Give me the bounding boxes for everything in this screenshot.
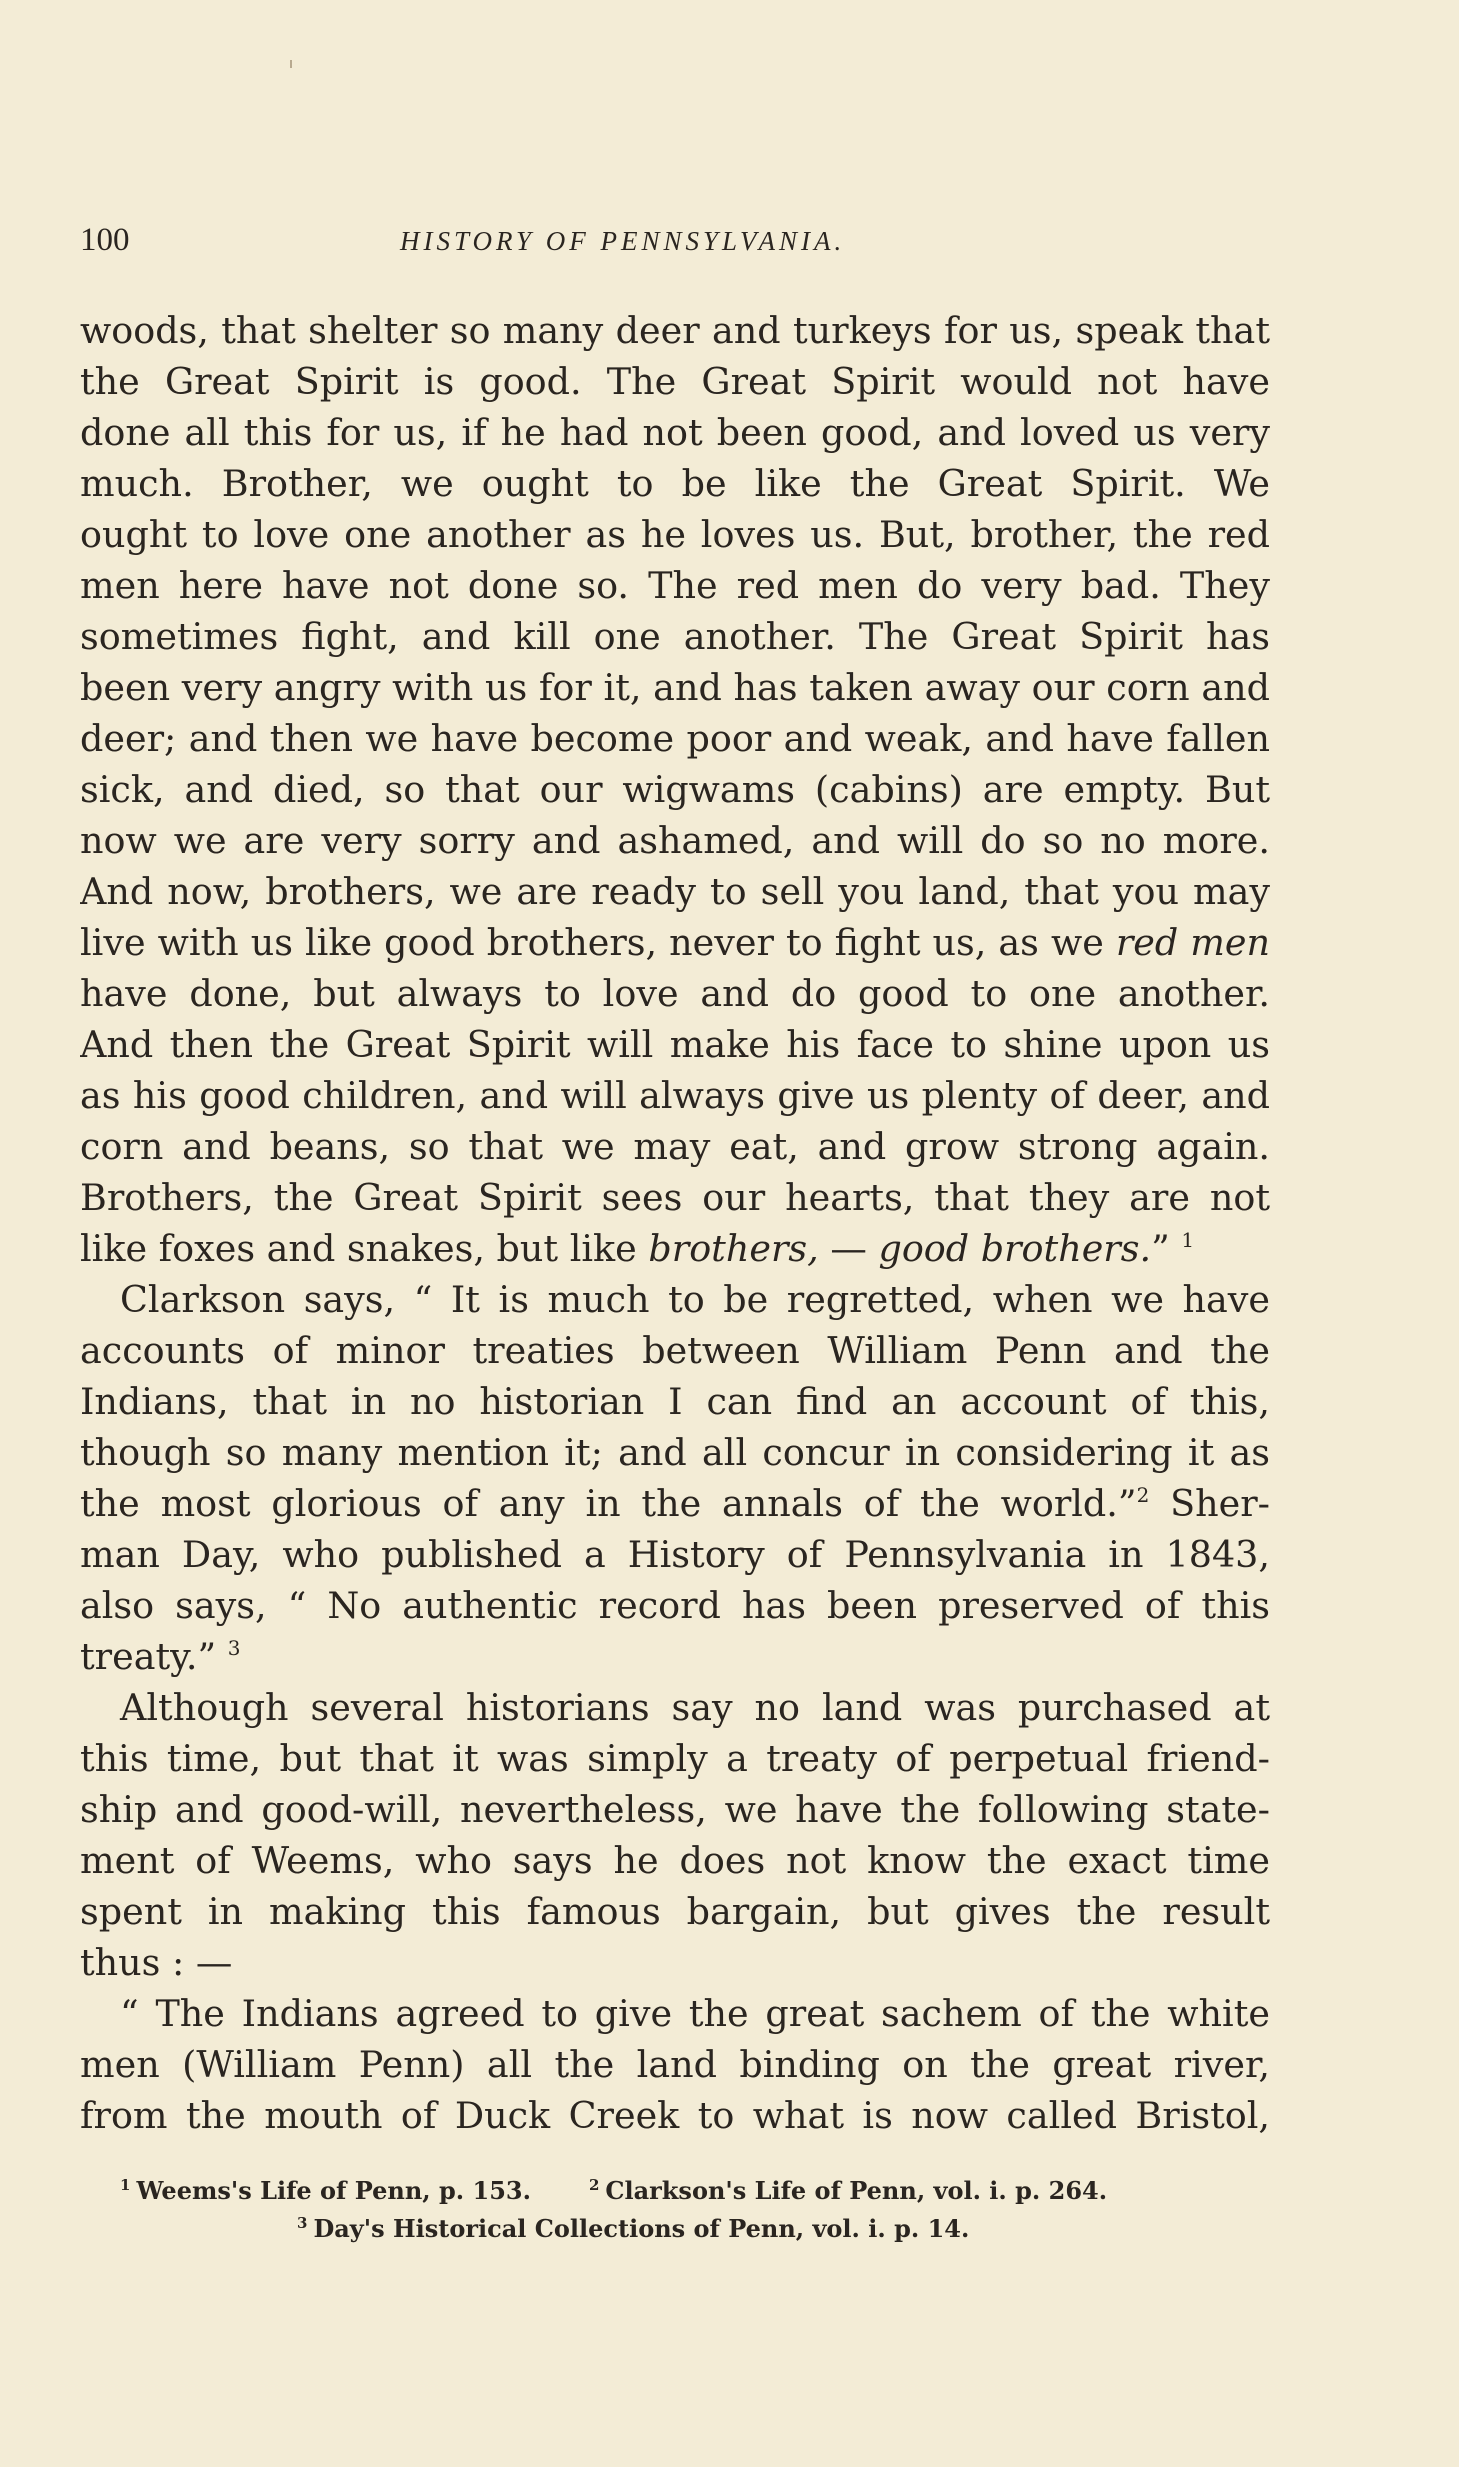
text-line: Clarkson says, “ It is much to be regretted, when we have	[120, 1278, 1270, 1321]
text-run: ”	[1151, 1227, 1170, 1270]
page-number: 100	[80, 222, 130, 258]
text-line	[80, 917, 1270, 968]
text-line	[80, 1223, 1270, 1274]
footnote-text: Weems's Life of Penn, p. 153.	[136, 2176, 531, 2205]
text-line: Brothers, the Great Spirit sees our hearts, that they are not	[80, 1176, 1270, 1219]
text-line: deer; and then we have become poor and weak, and have fallen	[80, 717, 1270, 760]
text-run: the most glorious of any in the annals of the world.”	[80, 1482, 1137, 1525]
text-line: also says, “ No authentic record has been preserved of this	[80, 1584, 1270, 1627]
footnote-line	[80, 2172, 1270, 2210]
text-line: this time, but that it was simply a treaty of perpetual friend-	[80, 1737, 1270, 1780]
text-line: sick, and died, so that our wigwams (cabins) are empty. But	[80, 768, 1270, 811]
text-line	[80, 1631, 1270, 1682]
footnote-number: 3	[297, 2214, 308, 2232]
footnote-text: Clarkson's Life of Penn, vol. i. p. 264.	[605, 2176, 1108, 2205]
text-line: from the mouth of Duck Creek to what is now called Bristol,	[80, 2094, 1270, 2137]
text-line: much. Brother, we ought to be like the Great Spirit. We	[80, 462, 1270, 505]
text-run: treaty.”	[80, 1635, 217, 1678]
footnote-ref: 3	[227, 1636, 241, 1660]
text-line: ought to love one another as he loves us. But, brother, the red	[80, 513, 1270, 556]
text-line: have done, but always to love and do good to one another.	[80, 972, 1270, 1015]
text-line: And then the Great Spirit will make his face to shine upon us	[80, 1023, 1270, 1066]
italic-text: red men	[1115, 921, 1270, 964]
italic-text: good brothers.	[878, 1227, 1152, 1270]
footnote-number: 2	[588, 2176, 600, 2194]
body-text	[80, 305, 1270, 2141]
text-line: men (William Penn) all the land binding on the great river,	[80, 2043, 1270, 2086]
text-line: accounts of minor treaties between William Penn and the	[80, 1329, 1270, 1372]
text-line: And now, brothers, we are ready to sell you land, that you may	[80, 870, 1270, 913]
text-line: the Great Spirit is good. The Great Spirit would not have	[80, 360, 1270, 403]
footnote-text: Day's Historical Collections of Penn, vol. i. p. 14.	[313, 2214, 970, 2243]
text-line: though so many mention it; and all concur in considering it as	[80, 1431, 1270, 1474]
running-head: HISTORY OF PENNSYLVANIA.	[400, 226, 846, 256]
footnote-line	[80, 2210, 1270, 2248]
text-run: Sher-	[1149, 1482, 1270, 1525]
text-line: been very angry with us for it, and has taken away our corn and	[80, 666, 1270, 709]
footnotes	[80, 2172, 1270, 2248]
italic-text: brothers,	[648, 1227, 819, 1270]
text-line: spent in making this famous bargain, but gives the result	[80, 1890, 1270, 1933]
text-line: now we are very sorry and ashamed, and will do so no more.	[80, 819, 1270, 862]
text-line: Although several historians say no land was purchased at	[120, 1686, 1270, 1729]
text-line: as his good children, and will always give us plenty of deer, and	[80, 1074, 1270, 1117]
text-line: “ The Indians agreed to give the great sachem of the white	[120, 1992, 1270, 2035]
page-blemish	[290, 60, 292, 68]
text-line: sometimes fight, and kill one another. The Great Spirit has	[80, 615, 1270, 658]
text-line: man Day, who published a History of Pennsylvania in 1843,	[80, 1533, 1270, 1576]
page-header	[80, 222, 1270, 272]
footnote-ref: 1	[1181, 1228, 1195, 1252]
text-run: live with us like good brothers, never to fight us, as we	[80, 921, 1116, 964]
text-line: woods, that shelter so many deer and turkeys for us, speak that	[80, 309, 1270, 352]
text-line: ment of Weems, who says he does not know the exact time	[80, 1839, 1270, 1882]
text-line	[80, 1478, 1270, 1529]
text-line: corn and beans, so that we may eat, and grow strong again.	[80, 1125, 1270, 1168]
footnote-number: 1	[120, 2176, 131, 2194]
text-line: ship and good-will, nevertheless, we have the following state-	[80, 1788, 1270, 1831]
text-line: done all this for us, if he had not been good, and loved us very	[80, 411, 1270, 454]
text-run: like foxes and snakes, but like	[80, 1227, 649, 1270]
text-line: men here have not done so. The red men do very bad. They	[80, 564, 1270, 607]
text-line: thus : —	[80, 1941, 233, 1984]
text-line: Indians, that in no historian I can find an account of this,	[80, 1380, 1270, 1423]
text-run: —	[818, 1227, 879, 1270]
footnote-ref: 2	[1136, 1483, 1150, 1507]
